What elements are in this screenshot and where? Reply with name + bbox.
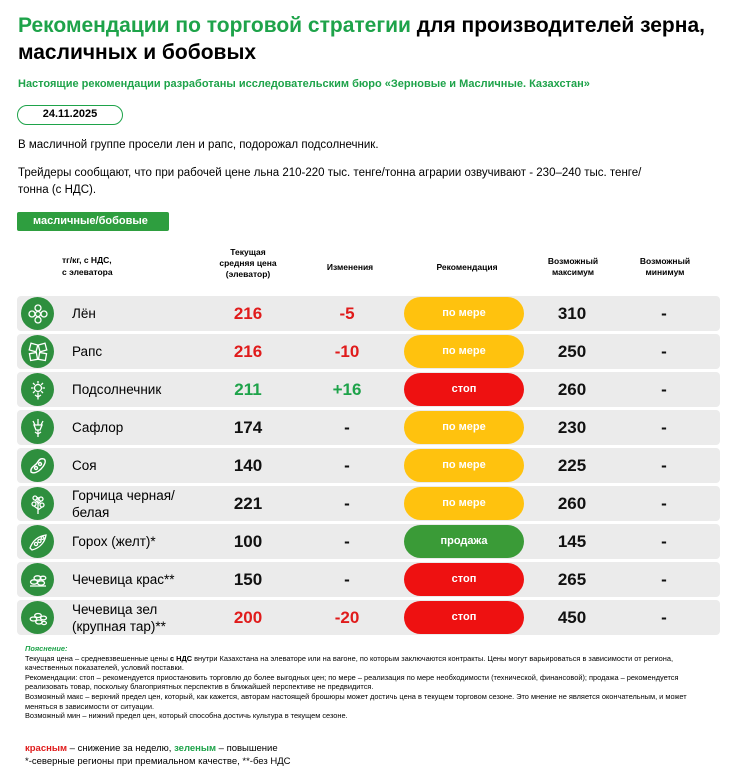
header-max-line1: Возможный (547, 256, 599, 266)
legend-red-text: – снижение за неделю, (67, 743, 175, 754)
mustard-icon (21, 487, 54, 520)
lentil-icon (21, 563, 54, 596)
flax-icon (21, 297, 54, 330)
table-row (17, 562, 720, 597)
crop-name: Рапс (72, 344, 103, 359)
page-title-black: для производителей зерна, масличных и бобовых (18, 14, 705, 64)
current-price: 216 (233, 304, 263, 323)
header-price-line2: средняя цена (219, 258, 277, 268)
recommendation-badge: по мере (404, 297, 524, 330)
header-max (533, 256, 613, 278)
recommendation-badge: стоп (404, 601, 524, 634)
recommendation-badge: по мере (404, 449, 524, 482)
table-row (17, 410, 720, 445)
crop-name: Горох (желт)* (72, 534, 156, 549)
page-title (18, 12, 718, 66)
possible-max: 450 (557, 608, 587, 627)
legend-line-2: *-северные регионы при премиальном качестве, **-без НДС (25, 755, 291, 767)
crop-name: Лён (72, 306, 96, 321)
notes-line-3: Возможный макс – верхний предел цен, который, как кажется, авторам настоящей брошюры может достичь цена в текущем торговом сезоне. Это мнение не является окончательным, и может меняться в зависимости от ситуации. (25, 691, 687, 711)
price-change: - (344, 570, 350, 589)
recommendation-badge: продажа (404, 525, 524, 558)
legend-line-1 (25, 743, 291, 756)
price-change: -5 (339, 304, 355, 323)
notes-line-1-bold: с НДС (169, 653, 193, 663)
possible-min: - (661, 418, 667, 437)
crop-name: Чечевица крас** (72, 572, 175, 587)
current-price: 174 (233, 418, 263, 437)
notes-line-1 (25, 654, 715, 673)
notes-line-1-a: Текущая цена – средневзвешенные цены (25, 653, 170, 663)
price-change: - (344, 532, 350, 551)
table-row (17, 600, 720, 635)
sunflower-icon (21, 373, 54, 406)
header-unit-line2: с элеватора (62, 267, 113, 277)
header-unit-line1: тг/кг, с НДС, (62, 255, 112, 265)
notes-heading: Пояснение: (25, 644, 68, 653)
recommendation-badge: стоп (404, 373, 524, 406)
price-change: -20 (334, 608, 360, 627)
legend-green-text: – повышение (216, 743, 278, 754)
notes-line-4: Возможный мин – нижний предел цен, который способна достичь культура в текущем сезоне. (25, 711, 348, 721)
notes-line-2: Рекомендации: стоп – рекомендуется приостановить торговлю до более выгодных цен; по мере – реализация по мере необходимости (технической, финансовой); продажа – рекомендуется реализовать товар, поскольку благоприятных перспектив в ближайшей перспективе не предвидится. (25, 672, 679, 692)
possible-min: - (661, 570, 667, 589)
table-row (17, 372, 720, 407)
page-subtitle: Настоящие рекомендации разработаны исследовательским бюро «Зерновые и Масличные. Казахстан» (18, 78, 590, 90)
header-min (625, 256, 705, 278)
rapeseed-icon (21, 335, 54, 368)
price-change: -10 (334, 342, 360, 361)
possible-max: 265 (557, 570, 587, 589)
intro-paragraph-1: В масличной группе просели лен и рапс, подорожал подсолнечник. (18, 139, 379, 151)
current-price: 150 (233, 570, 263, 589)
category-badge: масличные/бобовые (17, 212, 169, 231)
header-unit (62, 254, 142, 278)
possible-min: - (661, 304, 667, 323)
possible-max: 250 (557, 342, 587, 361)
legend-green-word: зеленым (174, 743, 217, 754)
table-row (17, 296, 720, 331)
page-title-green: Рекомендации по торговой стратегии (18, 14, 411, 37)
current-price: 216 (233, 342, 263, 361)
crop-name: Подсолнечник (72, 382, 162, 397)
header-min-line2: минимум (645, 267, 685, 277)
possible-min: - (661, 608, 667, 627)
soybean-icon (21, 449, 54, 482)
table-row (17, 448, 720, 483)
crop-name: Соя (72, 458, 97, 473)
possible-max: 260 (557, 380, 587, 399)
possible-min: - (661, 494, 667, 513)
header-price-line1: Текущая (230, 247, 266, 257)
possible-min: - (661, 342, 667, 361)
notes-line-1-b: внутри Казахстана на элеваторе или на вагоне, по которым заключаются контракты. Цены могут варьироваться в зависимости от региона, качественных показателей, условий поставки. (25, 653, 674, 673)
date-badge: 24.11.2025 (17, 105, 123, 125)
possible-min: - (661, 456, 667, 475)
current-price: 221 (233, 494, 263, 513)
header-price-line3: (элеватор) (225, 269, 271, 279)
price-change: - (344, 494, 350, 513)
header-recommendation: Рекомендация (436, 262, 498, 272)
crop-table (17, 296, 720, 638)
explanation-notes (25, 644, 715, 721)
possible-max: 310 (557, 304, 587, 323)
table-row (17, 486, 720, 521)
recommendation-badge: стоп (404, 563, 524, 596)
intro-paragraph-2: Трейдеры сообщают, что при рабочей цене льна 210-220 тыс. тенге/тонна аграрии озвучивают - 230–240 тыс. тенге/тонна (с НДС). (18, 167, 642, 196)
possible-max: 225 (557, 456, 587, 475)
price-change: +16 (332, 380, 362, 399)
recommendation-badge: по мере (404, 487, 524, 520)
crop-name: Горчица черная/белая (72, 487, 175, 520)
possible-max: 145 (557, 532, 587, 551)
crop-name: Сафлор (72, 420, 124, 435)
current-price: 211 (234, 380, 262, 399)
pea-icon (21, 525, 54, 558)
current-price: 140 (233, 456, 263, 475)
header-min-line1: Возможный (639, 256, 691, 266)
current-price: 200 (233, 608, 263, 627)
possible-max: 230 (557, 418, 587, 437)
header-max-line2: максимум (551, 267, 595, 277)
recommendation-badge: по мере (404, 411, 524, 444)
possible-min: - (661, 532, 667, 551)
possible-max: 260 (557, 494, 587, 513)
lentil-green-icon (21, 601, 54, 634)
safflower-icon (21, 411, 54, 444)
header-price (208, 247, 288, 280)
header-change: Изменения (326, 262, 374, 272)
price-change: - (344, 418, 350, 437)
current-price: 100 (233, 532, 263, 551)
recommendation-badge: по мере (404, 335, 524, 368)
price-change: - (344, 456, 350, 475)
color-legend (25, 743, 291, 768)
crop-name: Чечевица зел (крупная тар)** (72, 601, 166, 634)
legend-red-word: красным (25, 743, 68, 754)
table-row (17, 334, 720, 369)
possible-min: - (661, 380, 667, 399)
table-row (17, 524, 720, 559)
